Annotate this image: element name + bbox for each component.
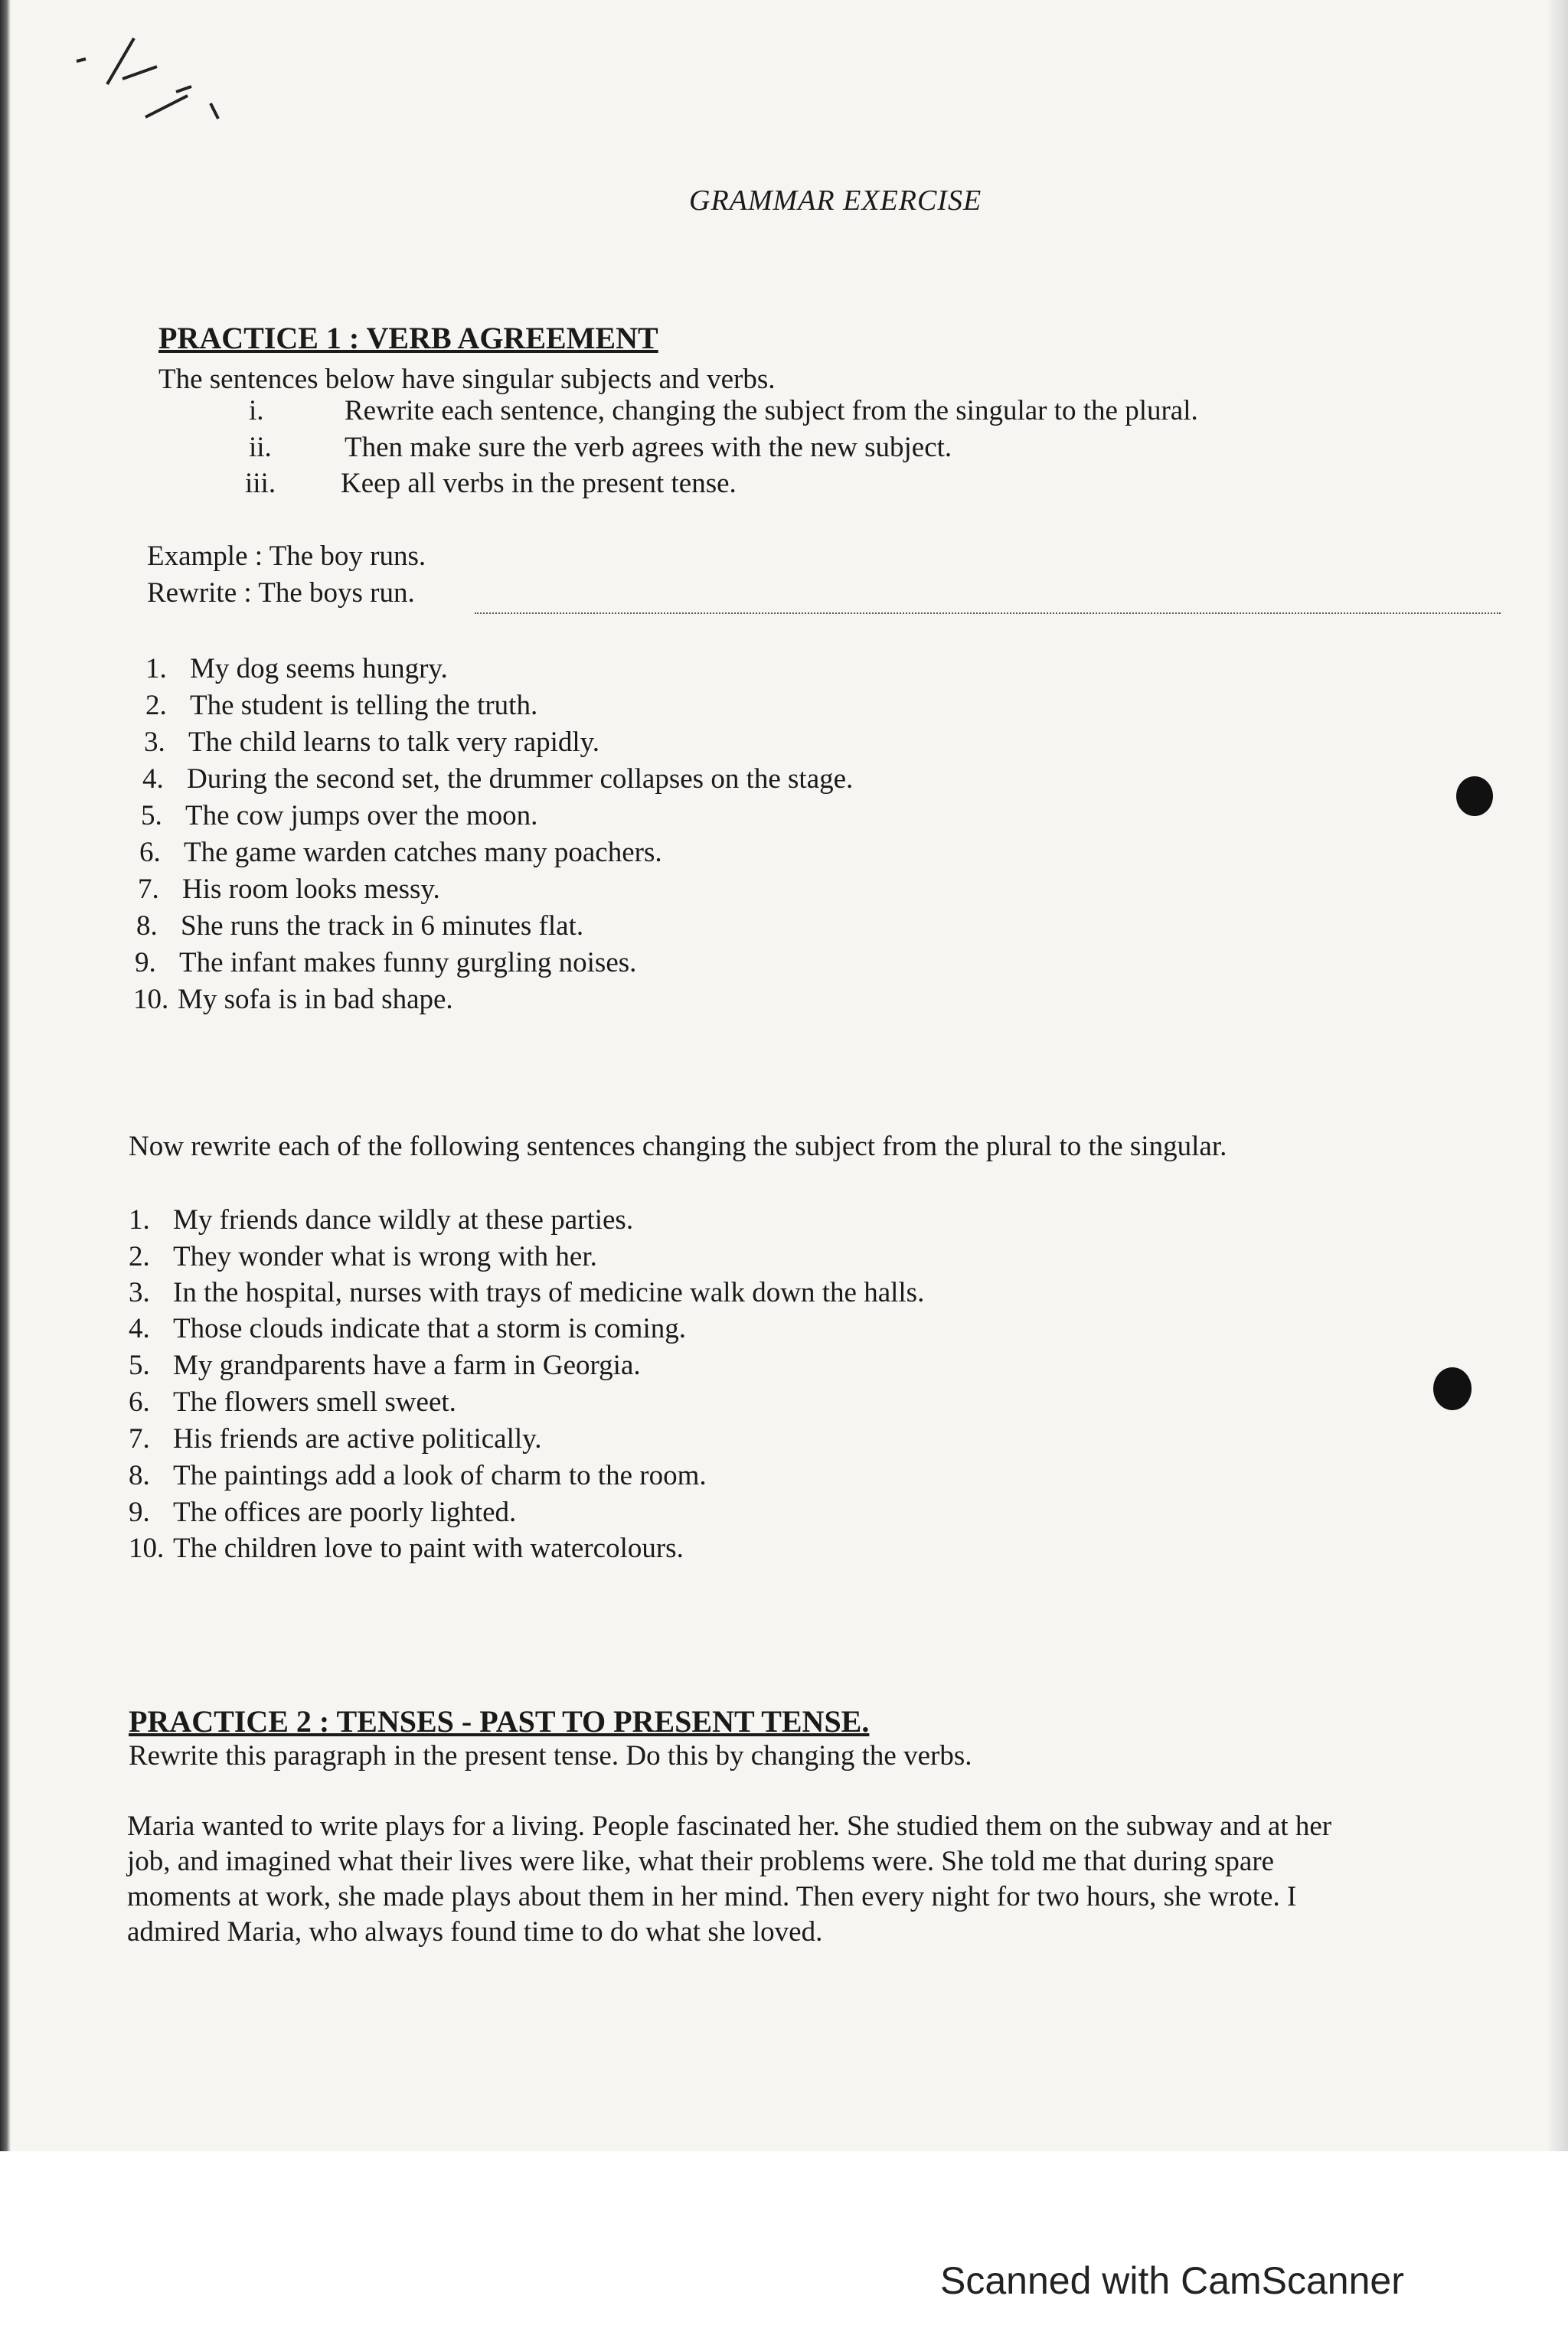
page-shadow-left: [0, 0, 11, 2151]
page-shadow-right: [1547, 0, 1568, 2151]
plural-intro: Now rewrite each of the following sentences changing the subject from the plural to the singular.: [129, 1131, 1227, 1162]
step-number: iii.: [245, 468, 276, 499]
handwritten-tick-mark: [61, 19, 245, 134]
step-text: Keep all verbs in the present tense.: [341, 468, 737, 499]
list-item: 7. His room looks messy.: [138, 874, 440, 905]
practice2-heading: PRACTICE 2 : TENSES - PAST TO PRESENT TENSE.: [129, 1704, 870, 1739]
list-item: 6. The game warden catches many poachers.: [139, 837, 662, 868]
list-item: 10. The children love to paint with watercolours.: [129, 1533, 684, 1564]
example-sentence: Example : The boy runs.: [147, 540, 426, 572]
step-text: Then make sure the verb agrees with the new subject.: [345, 432, 952, 463]
list-item: 4. During the second set, the drummer collapses on the stage.: [142, 763, 854, 795]
list-item: 4. Those clouds indicate that a storm is coming.: [129, 1313, 686, 1344]
list-item: 5. The cow jumps over the moon.: [141, 800, 538, 831]
step-text: Rewrite each sentence, changing the subject from the singular to the plural.: [345, 395, 1198, 426]
paragraph-line: job, and imagined what their lives were like, what their problems were. She told me that during spare: [127, 1846, 1275, 1877]
list-item: 7. His friends are active politically.: [129, 1423, 542, 1455]
practice1-intro: The sentences below have singular subjects and verbs.: [158, 364, 776, 395]
list-item: 8. The paintings add a look of charm to the room.: [129, 1460, 707, 1491]
step-number: ii.: [249, 432, 272, 463]
list-item: 3. The child learns to talk very rapidly.: [144, 727, 600, 758]
list-item: 3. In the hospital, nurses with trays of medicine walk down the halls.: [129, 1277, 925, 1308]
example-rewrite: Rewrite : The boys run.: [147, 577, 415, 609]
list-item: 1. My dog seems hungry.: [145, 653, 448, 684]
scanner-watermark: Scanned with CamScanner: [940, 2259, 1404, 2302]
practice2-instruction: Rewrite this paragraph in the present tense. Do this by changing the verbs.: [129, 1740, 972, 1772]
paragraph-line: Maria wanted to write plays for a living. People fascinated her. She studied them on the subway and at her: [127, 1811, 1332, 1842]
list-item: 6. The flowers smell sweet.: [129, 1386, 456, 1418]
step-number: i.: [249, 395, 264, 426]
page-title: GRAMMAR EXERCISE: [689, 185, 982, 217]
list-item: 5. My grandparents have a farm in Georgia.: [129, 1350, 641, 1381]
paragraph-line: admired Maria, who always found time to do what she loved.: [127, 1916, 823, 1948]
paragraph-line: moments at work, she made plays about them in her mind. Then every night for two hours, she wrote. I: [127, 1881, 1297, 1912]
list-item: 9. The infant makes funny gurgling noises.: [135, 947, 637, 978]
punch-hole-bottom: [1433, 1367, 1472, 1410]
list-item: 9. The offices are poorly lighted.: [129, 1497, 517, 1528]
punch-hole-top: [1456, 776, 1493, 816]
list-item: 2. They wonder what is wrong with her.: [129, 1241, 597, 1272]
list-item: 1. My friends dance wildly at these parties.: [129, 1204, 634, 1236]
example-answer-line: [475, 612, 1501, 614]
list-item: 2. The student is telling the truth.: [145, 690, 538, 721]
list-item: 8. She runs the track in 6 minutes flat.: [136, 910, 584, 942]
practice1-heading: PRACTICE 1 : VERB AGREEMENT: [158, 321, 658, 355]
list-item: 10. My sofa is in bad shape.: [133, 984, 453, 1015]
